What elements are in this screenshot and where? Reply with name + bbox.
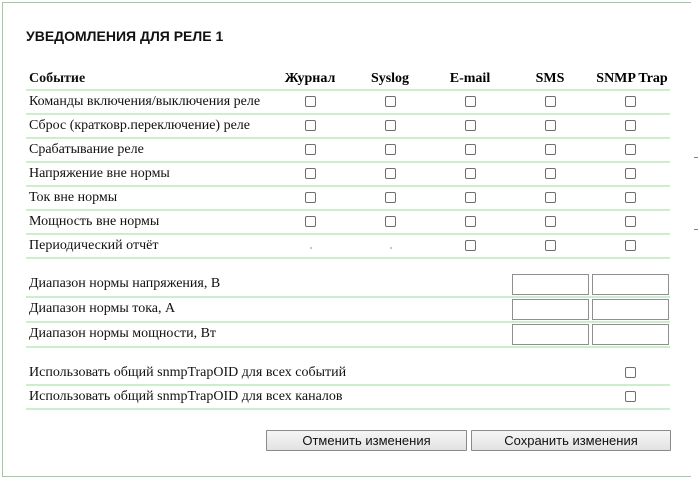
range-row-voltage: [26, 272, 670, 298]
syslog-checkbox[interactable]: [385, 120, 396, 131]
range-row-power: [26, 322, 670, 348]
voltage-min-input[interactable]: [512, 274, 589, 295]
table-row: [26, 188, 670, 211]
snmp-checkbox[interactable]: [625, 240, 636, 251]
snmp-checkbox[interactable]: [625, 96, 636, 107]
save-button[interactable]: Сохранить изменения: [471, 430, 671, 451]
email-checkbox[interactable]: [465, 120, 476, 131]
syslog-checkbox[interactable]: [385, 96, 396, 107]
row-label: Напряжение вне нормы: [29, 166, 170, 181]
common-oid-channels-checkbox[interactable]: [625, 391, 636, 402]
journal-unavailable-dot: [310, 247, 312, 249]
sms-checkbox[interactable]: [545, 120, 556, 131]
header-journal: Журнал: [284, 71, 336, 86]
background-mark: [694, 229, 698, 230]
row-label: Срабатывание реле: [29, 142, 144, 157]
snmp-checkbox[interactable]: [625, 216, 636, 227]
syslog-checkbox[interactable]: [385, 192, 396, 203]
syslog-checkbox[interactable]: [385, 144, 396, 155]
sms-checkbox[interactable]: [545, 240, 556, 251]
email-checkbox[interactable]: [465, 240, 476, 251]
range-label: Диапазон нормы мощности, Вт: [29, 326, 217, 341]
sms-checkbox[interactable]: [545, 192, 556, 203]
syslog-checkbox[interactable]: [385, 216, 396, 227]
journal-checkbox[interactable]: [305, 192, 316, 203]
sms-checkbox[interactable]: [545, 168, 556, 179]
email-checkbox[interactable]: [465, 144, 476, 155]
row-label: Ток вне нормы: [29, 190, 118, 205]
journal-checkbox[interactable]: [305, 96, 316, 107]
header-syslog: Syslog: [370, 71, 410, 86]
email-checkbox[interactable]: [465, 96, 476, 107]
table-header: [26, 70, 670, 91]
option-row-events: [26, 363, 670, 386]
journal-checkbox[interactable]: [305, 168, 316, 179]
email-checkbox[interactable]: [465, 216, 476, 227]
table-row: [26, 212, 670, 235]
journal-checkbox[interactable]: [305, 120, 316, 131]
background-edge: [691, 0, 699, 479]
current-min-input[interactable]: [512, 299, 589, 320]
option-label: Использовать общий snmpTrapOID для всех каналов: [29, 389, 343, 404]
current-max-input[interactable]: [592, 299, 669, 320]
sms-checkbox[interactable]: [545, 96, 556, 107]
power-min-input[interactable]: [512, 324, 589, 345]
header-sms: SMS: [535, 71, 565, 86]
power-max-input[interactable]: [592, 324, 669, 345]
table-row: [26, 164, 670, 187]
sms-checkbox[interactable]: [545, 216, 556, 227]
journal-checkbox[interactable]: [305, 144, 316, 155]
range-row-current: [26, 297, 670, 323]
voltage-max-input[interactable]: [592, 274, 669, 295]
table-row: [26, 116, 670, 139]
table-row: [26, 140, 670, 163]
page-title: УВЕДОМЛЕНИЯ ДЛЯ РЕЛЕ 1: [26, 28, 224, 44]
row-label: Команды включения/выключения реле: [29, 94, 261, 109]
syslog-checkbox[interactable]: [385, 168, 396, 179]
option-row-channels: [26, 387, 670, 410]
common-oid-events-checkbox[interactable]: [625, 367, 636, 378]
email-checkbox[interactable]: [465, 168, 476, 179]
table-row: [26, 92, 670, 115]
range-label: Диапазон нормы тока, А: [29, 301, 176, 316]
header-email: E-mail: [449, 71, 491, 86]
row-label: Периодический отчёт: [29, 238, 159, 253]
sms-checkbox[interactable]: [545, 144, 556, 155]
journal-checkbox[interactable]: [305, 216, 316, 227]
snmp-checkbox[interactable]: [625, 168, 636, 179]
snmp-checkbox[interactable]: [625, 120, 636, 131]
option-label: Использовать общий snmpTrapOID для всех событий: [29, 365, 347, 380]
row-label: Сброс (кратковр.переключение) реле: [29, 118, 250, 133]
row-label: Мощность вне нормы: [29, 214, 160, 229]
email-checkbox[interactable]: [465, 192, 476, 203]
cancel-button[interactable]: Отменить изменения: [266, 430, 467, 451]
range-label: Диапазон нормы напряжения, В: [29, 276, 221, 291]
header-snmp: SNMP Trap: [596, 71, 668, 86]
snmp-checkbox[interactable]: [625, 192, 636, 203]
background-mark: [694, 157, 698, 158]
snmp-checkbox[interactable]: [625, 144, 636, 155]
table-row: [26, 236, 670, 259]
header-event: Событие: [29, 71, 86, 86]
syslog-unavailable-dot: [390, 247, 392, 249]
